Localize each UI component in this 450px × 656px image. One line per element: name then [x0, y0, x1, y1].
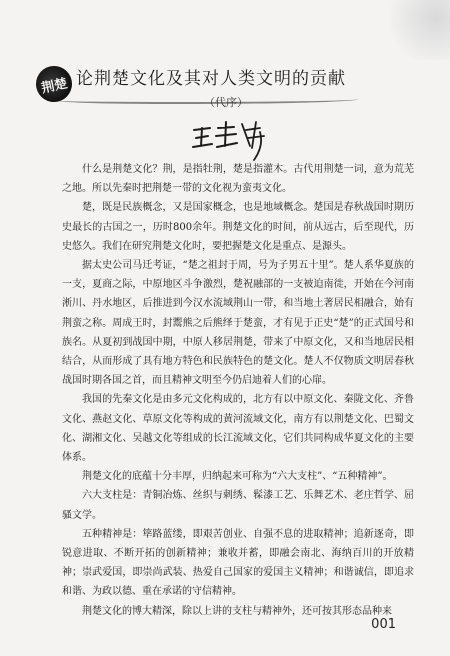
page-number: 001: [371, 617, 396, 632]
body-text: [62, 160, 414, 621]
paragraph: 荆楚文化的底蕴十分丰厚，归纳起来可称为“六大支柱”、“五种精神”。: [82, 471, 393, 483]
author-signature: [190, 116, 270, 162]
paragraph: 荆楚文化的博大精深，除以上讲的支柱与精神外，还可按其形态品种来: [82, 605, 392, 617]
chapter-subtitle: （代序）: [204, 96, 248, 109]
seal-text: 荆楚: [40, 75, 69, 96]
chapter-title: 论荆楚文化及其对人类文明的贡献: [76, 69, 346, 89]
paragraph: 我国的先秦文化是由多元文化构成的，北方有以中原文化、秦陇文化、齐鲁文化、燕赵文化、草原文化等构成的黄河流域文化，南方有以荆楚文化、巴蜀文化、湖湘文化、吴越文化等组成的长江流域文化，它们共同构成华夏文化的主要体系。: [62, 394, 414, 464]
paragraph: 五种精神是：筚路蓝缕，即艰苦创业、自强不息的进取精神；追新逐奇，即锐意进取、不断开拓的创新精神；兼收并蓄，即融会南北、海纳百川的开放精神；崇武爱国，即崇尚武装、热爱自己国家的爱国主义精神；和谐诚信，即追求和谐、为政以德、重在承诺的守信精神。: [62, 528, 414, 598]
paragraph: 据太史公司马迁考证，“楚之祖封于周，号为子男五十里”。楚人系华夏族的一支，夏商之际，中原地区斗争激烈，楚祝融部的一支被迫南徙，开始在今河南淅川、丹水地区，后推进到今汉水流域荆山一带，和当地土著居民相融合，始有荆蛮之称。周成王时，封鬻熊之后熊绎于楚蛮，才有见于正史“楚”的正式国号和族名。从夏初到战国中期，中原人移居荆楚，带来了中原文化，又和当地居民相结合，从而形成了具有地方特色和民族特色的楚文化。楚人不仅物质文明居春秋战国时期各国之首，而且精神文明至今仍启迪着人们的心扉。: [62, 260, 414, 387]
corner-decoration: [380, 0, 450, 60]
paragraph: 楚，既是民族概念，又是国家概念，也是地域概念。楚国是春秋战国时期历史最长的古国之一，历时800余年。荆楚文化的时间，前从远古，后至现代，历史悠久。我们在研究荆楚文化时，要把握楚文化是重点、是源头。: [62, 202, 414, 252]
paragraph: 六大支柱是：青铜冶炼、丝织与刺绣、髹漆工艺、乐舞艺术、老庄哲学、屈骚文学。: [62, 490, 414, 521]
paragraph: 什么是荆楚文化？荆，是指牡荆，楚是指灌木。古代用荆楚一词，意为荒芜之地。所以先秦时把荆楚一带的文化视为蛮夷文化。: [62, 164, 414, 195]
